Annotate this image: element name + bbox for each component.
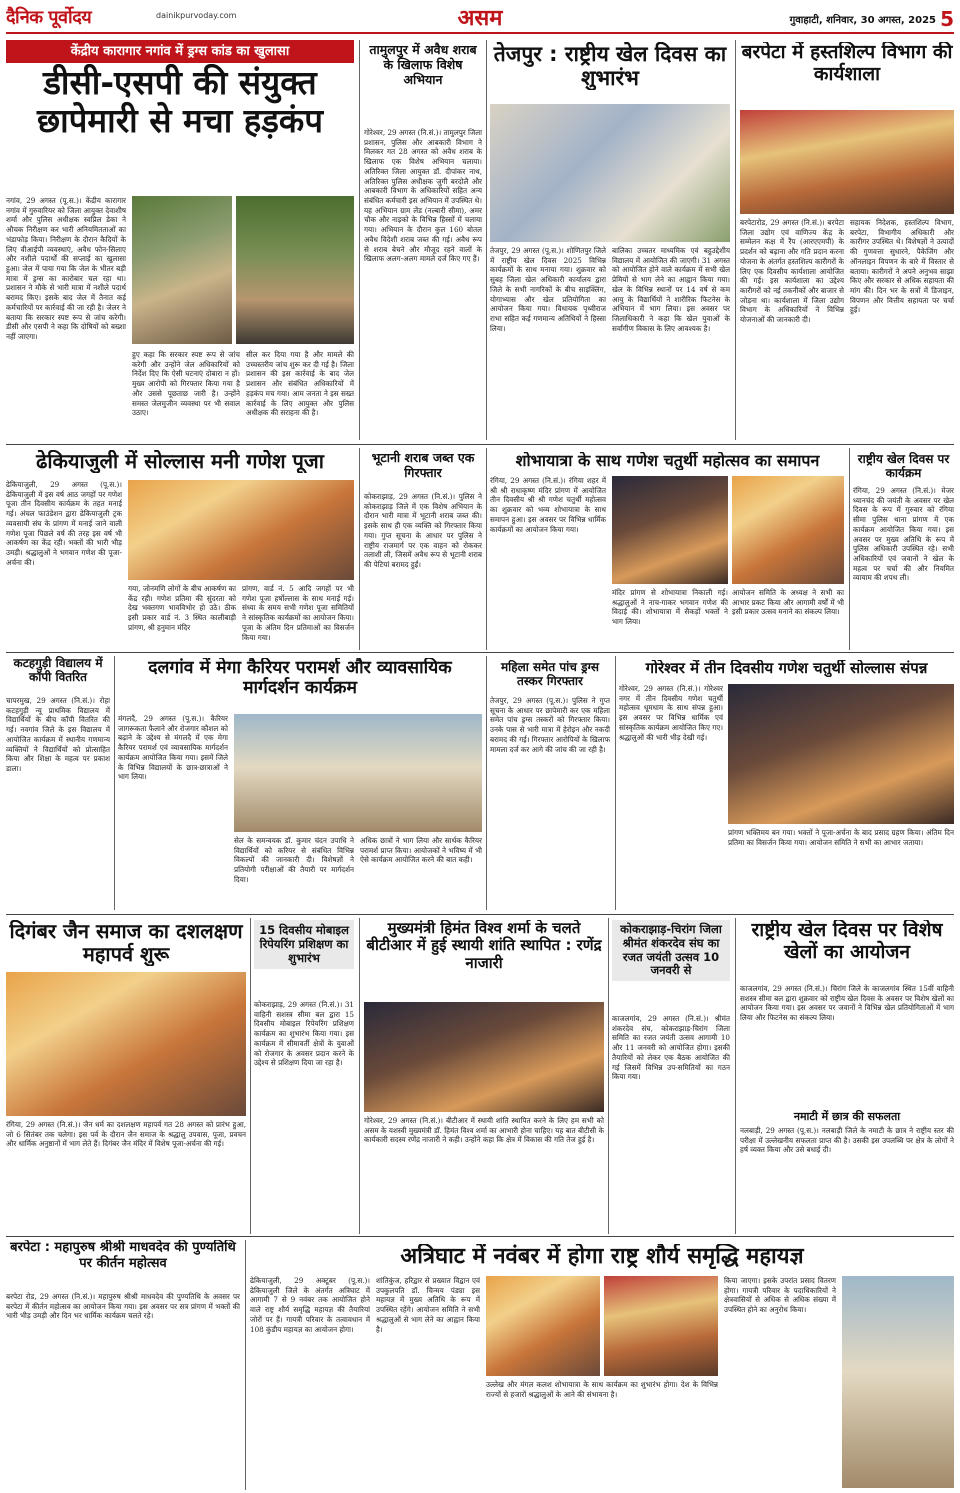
a1-kicker: केंद्रीय कारागार नगांव में ड्रग्स कांड का खुलासा <box>6 40 354 63</box>
a11-body: तेजपुर, 29 अगस्त (पू.स.)। पुलिस ने गुप्त सूचना के आधार पर छापेमारी कर एक महिला समेत पांच ड्रग्स तस्करों को गिरफ्तार किया। उनके पास से भारी मात्रा में हेरोइन और नकदी बरामद की गई। गिरफ्तार आरोपियों के खिलाफ मामला दर्ज कर आगे की जांच की जा रही है। <box>490 696 610 754</box>
a19-body: बरपेटा रोड, 29 अगस्त (नि.सं.)। महापुरुष श्रीश्री माधवदेव की पुण्यतिथि के अवसर पर बरपेटा में कीर्तन महोत्सव का आयोजन किया गया। इस अवसर पर सत्र प्रांगण में भक्तों की भारी भीड़ उमड़ी और दिन भर धार्मिक कार्यक्रम चलते रहे। <box>6 1292 240 1321</box>
a15-headline: मुख्यमंत्री हिमंत विश्व शर्मा के चलते बीटीआर में हुई स्थायी शांति स्थापित : रणेंद्र नाजारी <box>366 920 602 972</box>
a20-body-col4: किया जाएगा। इसके उपरांत प्रसाद वितरण होगा। गायत्री परिवार के पदाधिकारियों ने क्षेत्रवासियों से अधिक से अधिक संख्या में उपस्थित होने का अनुरोध किया। <box>724 1276 836 1315</box>
a20-headline: अत्रिघाट में नवंबर में होगा राष्ट्र शौर्य समृद्धि महायज्ञ <box>400 1244 804 1269</box>
page-number: 5 <box>940 7 954 31</box>
a5-body-col3: प्रांगण, वार्ड नं. 5 आदि जगहों पर भी गणेश पूजा हर्षोल्लास के साथ मनाई गई। संध्या के समय सभी गणेश पूजा समितियों ने सांस्कृतिक कार्यक्रमों का आयोजन किया। पूजा के अंतिम दिन प्रतिमाओं का विसर्जन किया गया। <box>242 584 354 642</box>
a17-body: काजलगांव, 29 अगस्त (नि.सं.)। चिरांग जिले के काजलगांव स्थित 15वीं वाहिनी सशस्त्र सीमा बल द्वारा शुक्रवार को राष्ट्रीय खेल दिवस के अवसर पर विशेष खेलों का आयोजन किया गया। इस अवसर पर जवानों ने विभिन्न खेल प्रतियोगिताओं में भाग लिया और फिटनेस का संकल्प लिया। <box>740 984 954 1023</box>
a15-body: गोरेश्वर, 29 अगस्त (नि.सं.)। बीटीआर में स्थायी शांति स्थापित करने के लिए हम सभी को असम के यशस्वी मुख्यमंत्री डॉ. हिमंत विश्व शर्मा का आभारी होना चाहिए। यह बात बीटीसी के कार्यकारी सदस्य रणेंद्र नाजारी ने कही। उन्होंने कहा कि क्षेत्र में विकास की गति तेज हुई है। <box>364 1116 604 1145</box>
a4-body-col1: बरपेटारोड, 29 अगस्त (नि.सं.)। बरपेटा जिला उद्योग एवं वाणिज्य केंद्र के सम्मेलन कक्ष में रैंप (आरएएमपी) के प्रदर्शन को बढ़ाना और गति प्रदान करना योजना के अंतर्गत हस्तशिल्प कारीगरों के लिए एक दिवसीय कार्यशाला आयोजित की गई। इस कार्यशाला का उद्देश्य कारीगरों को नई तकनीकों और बाजार से जोड़ना था। कार्यशाला में जिला उद्योग विभाग के अधिकारियों ने विभिन्न योजनाओं की जानकारी दी। <box>740 218 844 325</box>
a12-body-col2: प्रांगण भक्तिमय बन गया। भक्तों ने पूजा-अर्चना के बाद प्रसाद ग्रहण किया। अंतिम दिन प्रतिमा का विसर्जन किया गया। आयोजन समिति ने सभी का आभार जताया। <box>728 828 954 847</box>
a20-photo-1 <box>486 1276 600 1376</box>
a7-photo-1 <box>612 476 728 584</box>
a1-headline: डीसी-एसपी की संयुक्त छापेमारी से मचा हड़कंप <box>36 64 324 140</box>
a12-photo <box>728 684 954 824</box>
a13-photo <box>6 972 246 1116</box>
a4-headline: बरपेटा में हस्तशिल्प विभाग की कार्यशाला <box>741 42 953 85</box>
a15-photo <box>364 1002 604 1112</box>
a18-body: नलबाड़ी, 29 अगस्त (पू.स.)। नलबाड़ी जिले के नमाटी के छात्र ने राष्ट्रीय स्तर की परीक्षा में उल्लेखनीय सफलता प्राप्त की है। उसकी इस उपलब्धि पर क्षेत्र के लोगों ने हर्ष व्यक्त किया और उसे बधाई दी। <box>740 1126 954 1155</box>
a9-body: चापरमुख, 29 अगस्त (नि.सं.)। रोहा कटहगुड़ी न्यू प्राथमिक विद्यालय में विद्यार्थियों के बीच कॉपी वितरित की गई। नवगांव जिले के इस विद्यालय में आयोजित कार्यक्रम में स्थानीय गणमान्य व्यक्तियों ने विद्यार्थियों को प्रोत्साहित किया और शिक्षा के महत्व पर प्रकाश डाला। <box>6 696 110 774</box>
a1-body-col3: सील कर दिया गया है और मामले की उच्चस्तरीय जांच शुरू कर दी गई है। जिला प्रशासन की इस कार्रवाई के बाद जेल प्रशासन और संबंधित अधिकारियों में हड़कंप मच गया। आम जनता ने इस सख्त कार्रवाई के लिए आयुक्त और पुलिस अधीक्षक की सराहना की है। <box>246 350 354 418</box>
a2-body: गोरेश्वर, 29 अगस्त (नि.सं.)। तामुलपुर जिला प्रशासन, पुलिस और आबकारी विभाग ने मिलकर गत 28 अगस्त को अवैध शराब के खिलाफ एक विशेष अभियान चलाया। अतिरिक्त जिला आयुक्त डॉ. दीपांकर नाथ, अतिरिक्त पुलिस अधीक्षक जुगी बरदोलै और आबकारी विभाग के अधिकारियों सहित अन्य संबंधित कर्मचारी इस अभियान में उपस्थित थे। यह अभियान ग्राम लेंड (नल्बारी सीमा), अमर चौक और नाइको के विभिन्न हिस्सों में चलाया गया। अभियान के दौरान कुल 160 बोतल अवैध विदेशी शराब जब्त की गई। अवैध रूप से शराब बेचने और मौजूद रहने वालों के खिलाफ अलग-अलग मामले दर्ज किए गए हैं। <box>364 128 482 264</box>
a20-photo-3 <box>842 1276 954 1488</box>
a18-headline: नमाटी में छात्र की सफलता <box>793 1110 901 1123</box>
a3-body-col2: बालिका उच्चतर माध्यमिक एवं बहुउद्देशीय विद्यालय में आयोजित की जाएगी। 31 अगस्त को आयोजित होने वाले कार्यक्रम में सभी खेल प्रेमियों से भाग लेने का आह्वान किया गया। खेल के विभिन्न स्थानों पर 14 वर्ष से कम आयु के विद्यार्थियों ने शारीरिक फिटनेस के अभियान में भाग लिया। इस अवसर पर जिलाधिकारी ने कहा कि खेल युवाओं के सर्वांगीण विकास के लिए आवश्यक है। <box>612 246 730 333</box>
a10-photo <box>234 714 482 832</box>
a14-headline: 15 दिवसीय मोबाइल रिपेयरिंग प्रशिक्षण का शुभारंभ <box>254 920 354 969</box>
section-title: असम <box>457 6 503 31</box>
masthead <box>6 4 954 34</box>
a7-body-col1: रंगिया, 29 अगस्त (नि.सं.)। रंगिया शहर में श्री श्री राधाकृष्ण मंदिर प्रांगण में आयोजित तीन दिवसीय श्री श्री गणेश चतुर्थी महोत्सव का शुक्रवार को भव्य शोभायात्रा के साथ समापन हुआ। इस अवसर पर विभिन्न धार्मिक कार्यक्रमों का आयोजन किया गया। <box>490 476 606 534</box>
a10-body-col3: अधिक छात्रों ने भाग लिया और सार्थक कैरियर परामर्श प्राप्त किया। आयोजकों ने भविष्य में भी ऐसे कार्यक्रम आयोजित करने की बात कही। <box>360 836 482 865</box>
a20-body-col2: शांतिकुंज, हरिद्वार से प्रख्यात विद्वान एवं उपकुलपति डॉ. चिन्मय पंड्या इस महायज्ञ में मुख्य अतिथि के रूप में उपस्थित रहेंगे। आयोजन समिति ने सभी श्रद्धालुओं से भाग लेने का आह्वान किया है। <box>376 1276 480 1334</box>
a17-headline: राष्ट्रीय खेल दिवस पर विशेष खेलों का आयोजन <box>751 920 943 963</box>
dateline: गुवाहाटी, शनिवार, 30 अगस्त, 2025 <box>789 15 936 26</box>
a6-headline: भूटानी शराब जब्त एक गिरफ्तार <box>371 450 475 480</box>
a7-body-col3: आयोजन समिति के अध्यक्ष ने सभी का आभार प्रकट किया और आगामी वर्षों में भी इसी प्रकार उत्सव मनाने का संकल्प लिया। <box>732 588 844 617</box>
a5-photo <box>128 480 354 580</box>
a1-photo-1 <box>132 196 232 344</box>
a5-body-col2: गया, जोनमणि लोगों के बीच आकर्षण का केंद्र रही। गणेश प्रतिमा की सुंदरता को देख भक्तगण भावविभोर हो उठे। ठीक इसी प्रकार वार्ड नं. 3 स्थित कालीबाड़ी प्रांगण, श्री हनुमान मंदिर <box>128 584 236 632</box>
a5-headline: ढेकियाजुली में सोल्लास मनी गणेश पूजा <box>36 450 324 473</box>
a20-body-col1: ढेकियाजुली, 29 अक्टूबर (पू.स.)। ढेकियाजुली जिले के अंतर्गत अत्रिघाट में आगामी 7 से 9 नवंबर तक आयोजित होने वाले राष्ट्र शौर्य समृद्धि महायज्ञ की तैयारियां जोरों पर हैं। गायत्री परिवार के तत्वावधान में 108 कुंडीय महायज्ञ का आयोजन होगा। <box>250 1276 370 1334</box>
a20-photo-2 <box>604 1276 718 1376</box>
website-url: dainikpurvoday.com <box>156 11 237 20</box>
a1-body-col1: नगांव, 29 अगस्त (पू.स.)। केंद्रीय कारागार नगांव में गुरुवारियर को जिला आयुक्त देवाशीष शर्मा और पुलिस अधीक्षक स्वप्निल डेका ने औचक निरीक्षण कर भारी अनियमितताओं का भंडाफोड़ किया। निरीक्षण के दौरान कैदियों के लिए वीआईपी व्यवस्थाएं, अवैध फोन-सिलाए और नशीले पदार्थों की सप्लाई का खुलासा हुआ। जेल में पाया गया कि जेल के भीतर बड़ी मात्रा में ड्रग्स का कारोबार चल रहा था। प्रशासन ने मौके से भारी मात्रा में नशीले पदार्थ बरामद किए। इसके बाद जेल में तैनात कई कर्मचारियों पर कार्रवाई की जा रही है। जेलर ने बताया कि सरकार स्पष्ट रूप से जांच करेगी। डीसी और एसपी ने कहा कि दोषियों को बख्शा नहीं जाएगा। <box>6 196 126 342</box>
a3-photo <box>490 104 730 242</box>
a19-headline: बरपेटा : महापुरुष श्रीश्री माधवदेव की पुण्यतिथि पर कीर्तन महोत्सव <box>10 1240 236 1271</box>
a2-headline: तामुलपुर में अवैध शराब के खिलाफ विशेष अभियान <box>369 42 477 87</box>
a3-headline: तेजपुर : राष्ट्रीय खेल दिवस का शुभारंभ <box>493 42 727 91</box>
a6-body: कोकराझाड़, 29 अगस्त (नि.सं.)। पुलिस ने कोकराझाड़ जिले में एक विशेष अभियान के दौरान भारी मात्रा में भूटानी शराब जब्त की। इसके साथ ही एक व्यक्ति को गिरफ्तार किया गया। गुप्त सूचना के आधार पर पुलिस ने राष्ट्रीय राजमार्ग पर एक वाहन को रोककर तलाशी ली, जिसमें अवैध रूप से भूटानी शराब की पेटियां बरामद हुईं। <box>364 492 482 570</box>
a7-photo-2 <box>732 476 844 584</box>
a12-headline: गोरेश्वर में तीन दिवसीय गणेश चतुर्थी सोल्लास संपन्न <box>645 660 928 677</box>
a14-body: कोकराझाड़, 29 अगस्त (नि.सं.)। 31 वाहिनी सशस्त्र सीमा बल द्वारा 15 दिवसीय मोबाइल रिपेयरिंग प्रशिक्षण कार्यक्रम का शुभारंभ किया गया। इस कार्यक्रम में सीमावर्ती क्षेत्रों के युवाओं को रोजगार के अवसर प्रदान करने के उद्देश्य से प्रशिक्षण दिया जा रहा है। <box>254 1000 354 1068</box>
a1-body-col2: हुए कहा कि सरकार स्पष्ट रूप से जांच करेगी और उन्होंने जेल अधिकारियों को निर्देश दिए कि ऐसी घटनाएं दोबारा न हों। मुख्य आरोपी को गिरफ्तार किया गया है और उससे पूछताछ जारी है। उन्होंने समस्त जेलमुजीन व्यवस्था पर भी सवाल उठाए। <box>132 350 240 418</box>
a5-body-col1: ढेकियाजुली, 29 अगस्त (पू.स.)। ढेकियाजुली में इस वर्ष आठ जगहों पर गणेश पूजा तीन दिवसीय कार्यक्रम के तहत मनाई गई। अंचल फाउंडेशन द्वारा ढेकियाजुली ट्रक व्यवसायी संघ के प्रांगण में मनाई जाने वाली गणेश पूजा पिछले वर्ष की तरह इस वर्ष भी आकर्षण का केंद्र रही। भक्तों की भारी भीड़ उमड़ी। श्रद्धालुओं ने भगवान गणेश की पूजा-अर्चना की। <box>6 480 122 567</box>
a13-headline: दिगंबर जैन समाज का दशलक्षण महापर्व शुरू <box>9 920 243 966</box>
a10-body-col1: मंगलदै, 29 अगस्त (पू.स.)। कैरियर जागरूकता फैलाने और रोजगार कौशल को बढ़ाने के उद्देश्य से मंगलदै में एक मेगा कैरियर परामर्श एवं व्यावसायिक मार्गदर्शन कार्यक्रम आयोजित किया गया। इसमें जिले के विभिन्न विद्यालयों के छात्र-छात्राओं ने भाग लिया। <box>118 714 228 782</box>
a3-body-col1: तेजपुर, 29 अगस्त (पू.स.)। शोणितपुर जिले में राष्ट्रीय खेल दिवस 2025 विभिन्न कार्यक्रमों के साथ मनाया गया। शुक्रवार को सुबह जिला खेल अधिकारी कार्यालय द्वारा जिले के सभी नागरिकों के बीच साइक्लिंग, योगाभ्यास और खेल प्रतियोगिता का आयोजन किया गया। विधायक पृथ्वीराज राभा सहित कई गणमान्य अतिथियों ने हिस्सा लिया। <box>490 246 606 333</box>
a10-headline: दलगांव में मेगा कैरियर परामर्श और व्यावसायिक मार्गदर्शन कार्यक्रम <box>148 658 452 699</box>
a10-body-col2: सेल के समन्वयक डॉ. कुमार चंदन उपाधि ने विद्यार्थियों को करियर से संबंधित विभिन्न विकल्पों की जानकारी दी। विशेषज्ञों ने प्रतियोगी परीक्षाओं की तैयारी पर मार्गदर्शन दिया। <box>234 836 354 884</box>
newspaper-logo: दैनिक पूर्वोदय <box>6 7 92 28</box>
a16-body: काजलगांव, 29 अगस्त (नि.सं.)। श्रीमंत शंकरदेव संघ, कोकराझाड़-चिरांग जिला समिति का रजत जयंती उत्सव आगामी 10 और 11 जनवरी को आयोजित होगा। इसकी तैयारियों को लेकर एक बैठक आयोजित की गई जिसमें विभिन्न उप-समितियों का गठन किया गया। <box>612 1014 730 1082</box>
a4-body-col2: सहायक निदेशक, हस्तशिल्प विभाग, बरपेटा, विभागीय अधिकारी और कारीगर उपस्थित थे। विशेषज्ञों ने उत्पादों की गुणवत्ता सुधारने, पैकेजिंग और ऑनलाइन विपणन के बारे में विस्तार से बताया। कारीगरों ने अपने अनुभव साझा किए और सरकार से अधिक सहायता की मांग की। दिन भर के सत्रों में डिजाइन, विपणन और वित्तीय सहायता पर चर्चा हुई। <box>850 218 954 315</box>
a7-body-col2: मंदिर प्रांगण से शोभायात्रा निकाली गई। श्रद्धालुओं ने नाच-गाकर भगवान गणेश की विदाई की। शोभायात्रा में सैकड़ों भक्तों ने भाग लिया। <box>612 588 728 627</box>
a13-body: रंगिया, 29 अगस्त (नि.सं.)। जैन धर्म का दशलक्षण महापर्व गत 28 अगस्त को प्रारंभ हुआ, जो 6 सितंबर तक चलेगा। इस पर्व के दौरान जैन समाज के श्रद्धालु उपवास, पूजा, प्रवचन और धार्मिक अनुष्ठानों में भाग लेते हैं। दिगंबर जैन मंदिर में विशेष पूजा-अर्चना की गई। <box>6 1120 246 1149</box>
a8-headline: राष्ट्रीय खेल दिवस पर कार्यक्रम <box>857 452 950 481</box>
a12-body-col1: गोरेश्वर, 29 अगस्त (नि.सं.)। गोरेश्वर नगर में तीन दिवसीय गणेश चतुर्थी महोत्सव धूमधाम के साथ संपन्न हुआ। इस अवसर पर विभिन्न धार्मिक एवं सांस्कृतिक कार्यक्रम आयोजित किए गए। श्रद्धालुओं की भारी भीड़ देखी गई। <box>619 684 723 742</box>
a16-headline: कोकराझाड़-चिरांग जिला श्रीमंत शंकरदेव संघ का रजत जयंती उत्सव 10 जनवरी से <box>612 920 730 981</box>
a7-headline: शोभायात्रा के साथ गणेश चतुर्थी महोत्सव का समापन <box>515 452 820 470</box>
a20-body-col3: उल्लेख और मंगल कलश शोभायात्रा के साथ कार्यक्रम का शुभारंभ होगा। देश के विभिन्न राज्यों से हजारों श्रद्धालुओं के आने की संभावना है। <box>486 1380 718 1399</box>
a9-headline: कटहगुड़ी विद्यालय में कॉपी वितरित <box>13 656 103 685</box>
a1-photo-2 <box>236 196 354 344</box>
a4-photo <box>740 110 954 214</box>
a11-headline: महिला समेत पांच ड्रग्स तस्कर गिरफ्तार <box>500 660 599 689</box>
a8-body: रंगिया, 29 अगस्त (नि.सं.)। मेजर ध्यानचंद की जयंती के अवसर पर खेल दिवस के रूप में गुरुवार को रंगिया सीमा पुलिस थाना प्रांगण में एक कार्यक्रम आयोजित किया गया। इस अवसर पर मुख्य अतिथि के रूप में पुलिस अधिकारी उपस्थित रहे। सभी अधिकारियों एवं जवानों ने खेल के महत्व पर चर्चा की और नियमित व्यायाम की शपथ ली। <box>853 486 954 583</box>
